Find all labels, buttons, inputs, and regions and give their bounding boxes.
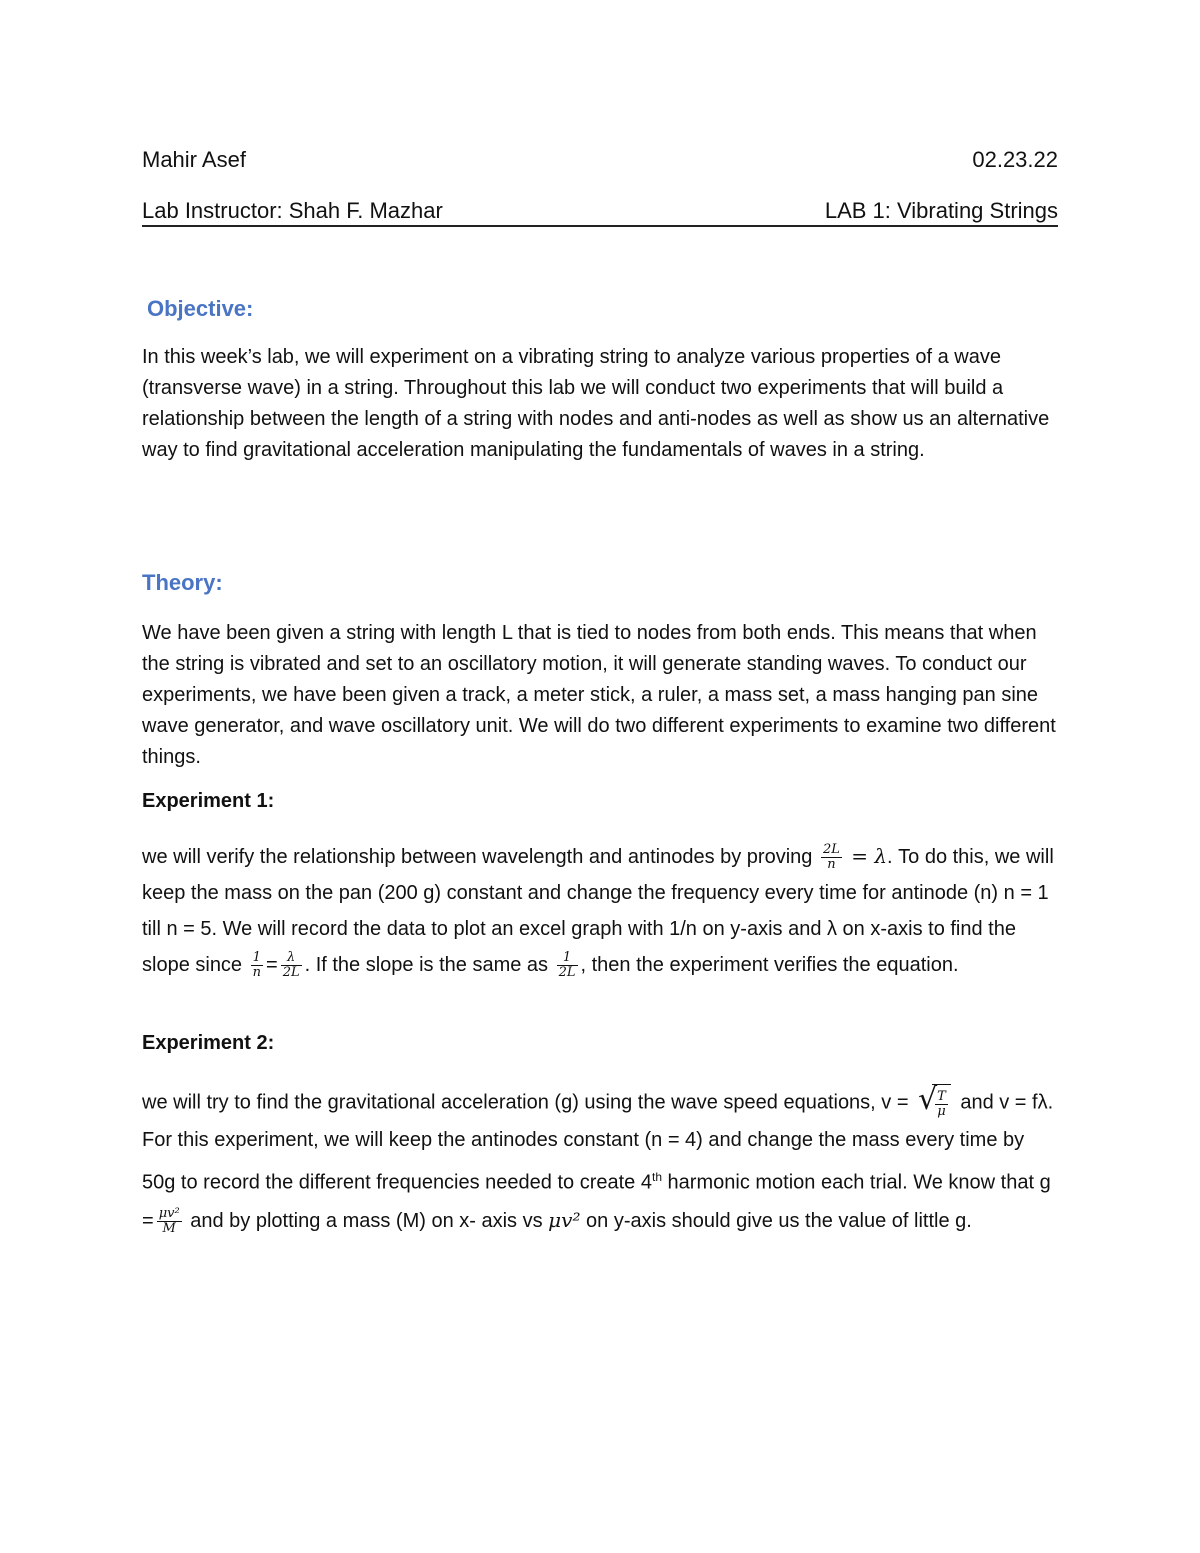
fraction-denominator: μ — [937, 1104, 946, 1119]
exp1-text-3: . If the slope is the same as — [304, 954, 554, 976]
experiment1-paragraph — [142, 838, 1062, 983]
exp2-text-1: we will try to find the gravitational acceleration (g) using the wave speed equations, v = — [142, 1091, 915, 1114]
theory-body: We have been given a string with length L that is tied to nodes from both ends. This means that when the string is vibrated and set to an oscillatory motion, it will generate standing waves. To conduct our experiments, we have been given a track, a meter stick, a ruler, a mass set, a mass hanging pan sine wave generator, and wave oscillatory unit. We will do two different experiments to examine two different things. — [142, 622, 1056, 768]
exp2-text-4: and by plotting a mass (M) on x- axis vs — [184, 1209, 549, 1232]
fraction-denominator: M — [162, 1220, 176, 1236]
lab-title: LAB 1: Vibrating Strings — [824, 198, 1058, 223]
expression-muv2: μv² — [548, 1207, 581, 1232]
experiment2-body — [142, 1084, 1062, 1240]
radical-sign: √ — [918, 1082, 938, 1117]
fraction-muv2-over-m — [157, 1207, 182, 1236]
theory-heading: Theory: — [142, 570, 223, 595]
fraction-numerator: 2L — [822, 842, 840, 858]
equals-lambda: = λ — [844, 844, 888, 868]
sqrt-t-over-mu — [918, 1084, 951, 1122]
exp1-text-2: . To do this, we will keep the mass on the pan (200 g) constant and change the frequency every time for antinode (n) n = 1 till n = 5. We will record the data to plot an excel graph with 1/n on y-axis and λ on x-axis to find the slope since — [142, 846, 1054, 976]
fraction-numerator: λ — [281, 951, 302, 966]
fraction-denominator: n — [827, 857, 836, 873]
objective-paragraph — [142, 342, 1062, 466]
exp1-text-1: we will verify the relationship between wavelength and antinodes by proving — [142, 846, 818, 868]
fraction-numerator: μv² — [158, 1205, 180, 1221]
fraction-1-over-2l — [557, 951, 578, 980]
fraction-denominator: n — [252, 965, 261, 981]
fraction-numerator: 1 — [251, 951, 263, 966]
exp2-text-5: on y-axis should give us the value of little g. — [580, 1209, 972, 1232]
theory-paragraph — [142, 618, 1062, 773]
header-row-1 — [142, 146, 1058, 174]
objective-heading: Objective: — [147, 296, 254, 321]
objective-body: In this week’s lab, we will experiment on a vibrating string to analyze various properties of a wave (transverse wave) in a string. Throughout this lab we will conduct two experiments that will build a relationship between the length of a string with nodes and anti-nodes as well as show us an alternative way to find gravitational acceleration manipulating the fundamentals of waves in a string. — [142, 346, 1050, 461]
experiment2-paragraph — [142, 1084, 1062, 1240]
fraction-2l-over-n — [821, 843, 842, 872]
fraction-1-over-n — [251, 951, 263, 980]
experiment1-body — [142, 838, 1062, 983]
date: 02.23.22 — [972, 147, 1058, 172]
fraction-numerator: 1 — [557, 951, 578, 966]
fraction-denominator: 2L — [282, 965, 300, 981]
exp2-text-2: and v = fλ. For this experiment, we will keep the antinodes constant (n = 4) and change the mass every time by 50g to record the different frequencies needed to create 4 — [142, 1091, 1054, 1194]
fraction-numerator: T — [937, 1089, 946, 1104]
header-row-2 — [142, 197, 1058, 227]
superscript-th: th — [651, 1170, 662, 1184]
author-name: Mahir Asef — [142, 147, 246, 172]
experiment2-heading: Experiment 2: — [142, 1032, 275, 1054]
lab-instructor: Lab Instructor: Shah F. Mazhar — [142, 198, 443, 223]
fraction-denominator: 2L — [558, 965, 576, 981]
experiment1-heading: Experiment 1: — [142, 790, 275, 812]
fraction-lambda-over-2l — [281, 951, 302, 980]
exp1-text-4: , then the experiment verifies the equation. — [580, 954, 959, 976]
exp2-text-3: harmonic motion each trial. We know that g = — [142, 1171, 1051, 1232]
equals-sign: = — [266, 954, 278, 976]
